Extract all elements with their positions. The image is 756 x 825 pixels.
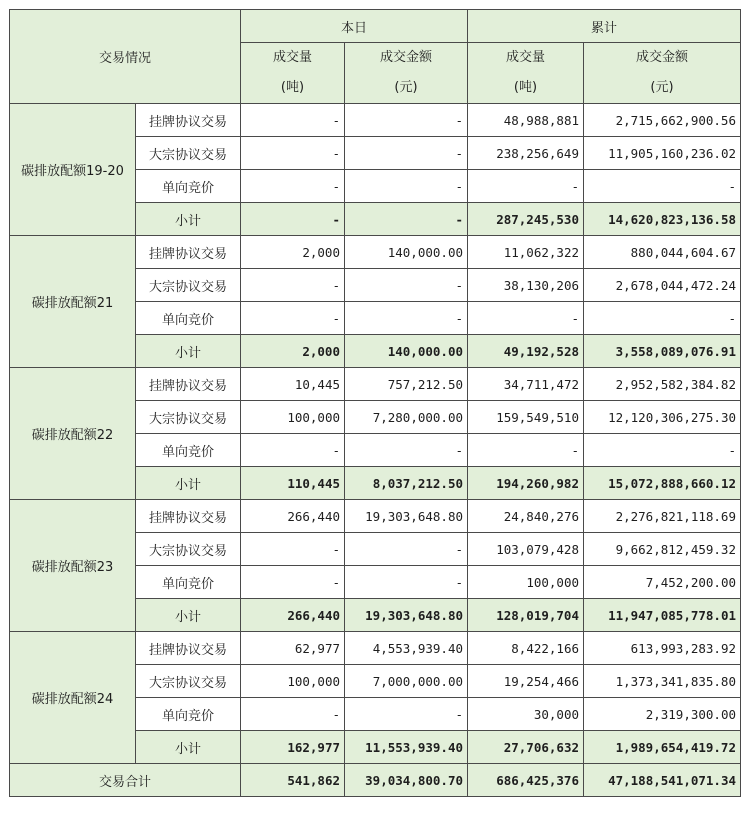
cumulative-amount: 14,620,823,136.58 (584, 203, 741, 236)
cumulative-volume: 24,840,276 (468, 500, 584, 533)
cumulative-volume: 34,711,472 (468, 368, 584, 401)
cumulative-amount: 2,715,662,900.56 (584, 104, 741, 137)
today-amount: 7,280,000.00 (345, 401, 468, 434)
volume-unit: (吨) (513, 80, 538, 95)
cumulative-volume: 194,260,982 (468, 467, 584, 500)
cumulative-volume: 49,192,528 (468, 335, 584, 368)
today-amount: 11,553,939.40 (345, 731, 468, 764)
today-amount: - (345, 104, 468, 137)
cumulative-amount: 12,120,306,275.30 (584, 401, 741, 434)
cumulative-amount: 2,319,300.00 (584, 698, 741, 731)
total-label: 交易合计 (10, 764, 241, 797)
today-volume: - (241, 137, 345, 170)
header-cumulative-amount (584, 43, 741, 104)
today-amount: - (345, 170, 468, 203)
cumulative-volume: 27,706,632 (468, 731, 584, 764)
amount-label: 成交金额 (635, 50, 688, 65)
cumulative-volume: 48,988,881 (468, 104, 584, 137)
group-name: 碳排放配额21 (10, 236, 136, 368)
cumulative-volume: 128,019,704 (468, 599, 584, 632)
cumulative-amount: 1,373,341,835.80 (584, 665, 741, 698)
cumulative-volume: 30,000 (468, 698, 584, 731)
today-volume: - (241, 302, 345, 335)
today-amount: 19,303,648.80 (345, 599, 468, 632)
cumulative-volume: - (468, 302, 584, 335)
today-volume: 2,000 (241, 335, 345, 368)
cumulative-amount: - (584, 434, 741, 467)
header-cumulative-volume (468, 43, 584, 104)
cumulative-volume: 100,000 (468, 566, 584, 599)
cumulative-volume: 11,062,322 (468, 236, 584, 269)
cumulative-volume: - (468, 434, 584, 467)
cumulative-amount: 880,044,604.67 (584, 236, 741, 269)
today-amount: 4,553,939.40 (345, 632, 468, 665)
trade-type: 挂牌协议交易 (136, 104, 241, 137)
cumulative-volume: 159,549,510 (468, 401, 584, 434)
table-row (10, 368, 741, 401)
cumulative-amount: - (584, 302, 741, 335)
trade-type: 挂牌协议交易 (136, 368, 241, 401)
table-row (10, 632, 741, 665)
total-today-volume: 541,862 (241, 764, 345, 797)
cumulative-amount: 11,905,160,236.02 (584, 137, 741, 170)
cumulative-volume: 287,245,530 (468, 203, 584, 236)
cumulative-amount: 9,662,812,459.32 (584, 533, 741, 566)
trade-type: 大宗协议交易 (136, 137, 241, 170)
trade-type: 大宗协议交易 (136, 401, 241, 434)
today-volume: - (241, 203, 345, 236)
total-cumulative-volume: 686,425,376 (468, 764, 584, 797)
trade-type: 大宗协议交易 (136, 269, 241, 302)
group-name: 碳排放配额24 (10, 632, 136, 764)
today-amount: 140,000.00 (345, 335, 468, 368)
cumulative-amount: 2,276,821,118.69 (584, 500, 741, 533)
today-amount: 7,000,000.00 (345, 665, 468, 698)
cumulative-amount: 2,952,582,384.82 (584, 368, 741, 401)
today-volume: 266,440 (241, 599, 345, 632)
volume-label: 成交量 (505, 50, 545, 65)
today-amount: - (345, 137, 468, 170)
today-amount: - (345, 203, 468, 236)
today-amount: - (345, 434, 468, 467)
table-row (10, 500, 741, 533)
today-amount: - (345, 698, 468, 731)
subtotal-label: 小计 (136, 203, 241, 236)
cumulative-amount: 1,989,654,419.72 (584, 731, 741, 764)
cumulative-amount: 11,947,085,778.01 (584, 599, 741, 632)
table-row (10, 104, 741, 137)
today-volume: 10,445 (241, 368, 345, 401)
group-name: 碳排放配额22 (10, 368, 136, 500)
volume-unit: (吨) (280, 80, 305, 95)
subtotal-label: 小计 (136, 467, 241, 500)
cumulative-volume: 8,422,166 (468, 632, 584, 665)
table-row (10, 236, 741, 269)
today-volume: - (241, 104, 345, 137)
trade-type: 单向竞价 (136, 698, 241, 731)
today-volume: - (241, 170, 345, 203)
today-volume: - (241, 269, 345, 302)
trade-type: 挂牌协议交易 (136, 236, 241, 269)
today-volume: 162,977 (241, 731, 345, 764)
group-name: 碳排放配额19-20 (10, 104, 136, 236)
today-volume: - (241, 434, 345, 467)
today-amount: - (345, 566, 468, 599)
today-amount: - (345, 269, 468, 302)
total-cumulative-amount: 47,188,541,071.34 (584, 764, 741, 797)
today-volume: - (241, 698, 345, 731)
subtotal-label: 小计 (136, 599, 241, 632)
today-volume: - (241, 533, 345, 566)
header-today-amount (345, 43, 468, 104)
subtotal-label: 小计 (136, 335, 241, 368)
today-volume: 62,977 (241, 632, 345, 665)
cumulative-volume: 238,256,649 (468, 137, 584, 170)
table-body (10, 10, 741, 797)
trade-type: 大宗协议交易 (136, 665, 241, 698)
trade-type: 单向竞价 (136, 170, 241, 203)
cumulative-amount: 7,452,200.00 (584, 566, 741, 599)
today-amount: 8,037,212.50 (345, 467, 468, 500)
today-amount: 19,303,648.80 (345, 500, 468, 533)
header-today-volume (241, 43, 345, 104)
header-category: 交易情况 (10, 10, 241, 104)
cumulative-amount: 15,072,888,660.12 (584, 467, 741, 500)
total-row (10, 764, 741, 797)
cumulative-amount: 2,678,044,472.24 (584, 269, 741, 302)
trade-type: 单向竞价 (136, 302, 241, 335)
trade-type: 单向竞价 (136, 434, 241, 467)
cumulative-volume: 38,130,206 (468, 269, 584, 302)
amount-label: 成交金额 (379, 50, 432, 65)
today-amount: 757,212.50 (345, 368, 468, 401)
today-volume: 110,445 (241, 467, 345, 500)
today-amount: - (345, 302, 468, 335)
group-name: 碳排放配额23 (10, 500, 136, 632)
total-today-amount: 39,034,800.70 (345, 764, 468, 797)
trade-type: 大宗协议交易 (136, 533, 241, 566)
trade-type: 挂牌协议交易 (136, 500, 241, 533)
cumulative-volume: 19,254,466 (468, 665, 584, 698)
trade-type: 单向竞价 (136, 566, 241, 599)
subtotal-label: 小计 (136, 731, 241, 764)
today-volume: 2,000 (241, 236, 345, 269)
cumulative-amount: 613,993,283.92 (584, 632, 741, 665)
amount-unit: (元) (394, 80, 418, 95)
today-amount: 140,000.00 (345, 236, 468, 269)
header-row-1 (10, 10, 741, 43)
cumulative-volume: 103,079,428 (468, 533, 584, 566)
today-volume: 100,000 (241, 665, 345, 698)
cumulative-amount: 3,558,089,076.91 (584, 335, 741, 368)
amount-unit: (元) (650, 80, 674, 95)
today-amount: - (345, 533, 468, 566)
trade-type: 挂牌协议交易 (136, 632, 241, 665)
today-volume: - (241, 566, 345, 599)
today-volume: 100,000 (241, 401, 345, 434)
today-volume: 266,440 (241, 500, 345, 533)
cumulative-amount: - (584, 170, 741, 203)
carbon-trading-table (9, 9, 741, 797)
volume-label: 成交量 (272, 50, 312, 65)
header-today: 本日 (241, 10, 468, 43)
cumulative-volume: - (468, 170, 584, 203)
header-cumulative: 累计 (468, 10, 741, 43)
